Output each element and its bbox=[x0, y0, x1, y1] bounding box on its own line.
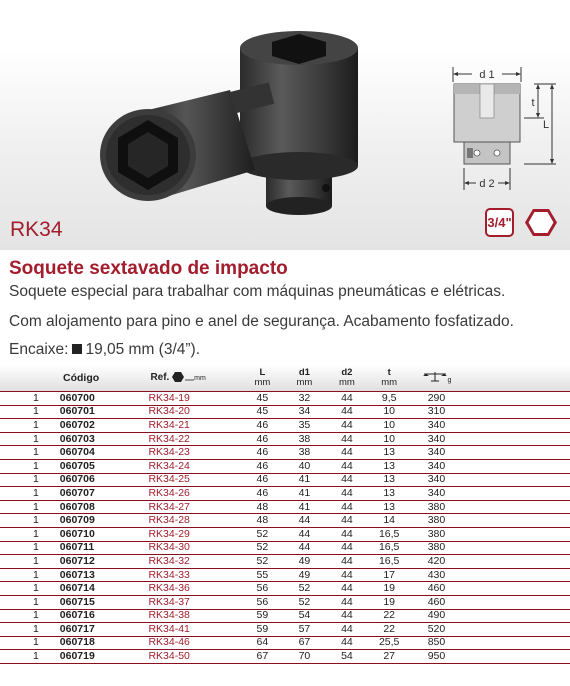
code-cell: 060707 bbox=[54, 487, 149, 501]
table-row bbox=[0, 636, 570, 650]
code-cell: 060715 bbox=[54, 595, 149, 609]
weight-cell: 380 bbox=[410, 514, 463, 528]
d2-cell: 44 bbox=[325, 432, 368, 446]
t-cell: 13 bbox=[368, 446, 410, 460]
code-cell: 060710 bbox=[54, 527, 149, 541]
weight-cell: 950 bbox=[410, 650, 463, 664]
ref-cell: RK34-33 bbox=[148, 568, 241, 582]
d1-cell: 41 bbox=[283, 487, 325, 501]
drive-size-badge: 3/4" bbox=[485, 208, 514, 237]
d2-cell: 44 bbox=[325, 487, 368, 501]
L-cell: 64 bbox=[241, 636, 283, 650]
t-cell: 19 bbox=[368, 582, 410, 596]
header-L-label: L bbox=[259, 367, 266, 378]
weight-cell: 850 bbox=[410, 636, 463, 650]
table-row bbox=[0, 473, 570, 487]
L-label: L bbox=[542, 119, 550, 131]
ref-cell: RK34-37 bbox=[148, 595, 241, 609]
L-cell: 46 bbox=[241, 487, 283, 501]
qty-cell: 1 bbox=[0, 609, 54, 623]
header-d2-unit: mm bbox=[338, 377, 355, 388]
header-d1-label: d1 bbox=[298, 367, 310, 378]
table-row bbox=[0, 595, 570, 609]
ref-cell: RK34-26 bbox=[148, 487, 241, 501]
code-cell: 060700 bbox=[54, 392, 149, 406]
t-cell: 19 bbox=[368, 595, 410, 609]
code-cell: 060703 bbox=[54, 432, 149, 446]
code-cell: 060706 bbox=[54, 473, 149, 487]
L-cell: 46 bbox=[241, 446, 283, 460]
qty-cell: 1 bbox=[0, 527, 54, 541]
ref-cell: RK34-29 bbox=[148, 527, 241, 541]
code-cell: 060705 bbox=[54, 459, 149, 473]
qty-cell: 1 bbox=[0, 582, 54, 596]
table-row bbox=[0, 623, 570, 637]
t-label: t bbox=[531, 97, 535, 109]
d2-cell: 44 bbox=[325, 514, 368, 528]
drive-label: Encaixe: bbox=[9, 341, 69, 358]
L-cell: 46 bbox=[241, 459, 283, 473]
table-row bbox=[0, 568, 570, 582]
ref-cell: RK34-24 bbox=[148, 459, 241, 473]
code-cell: 060716 bbox=[54, 609, 149, 623]
header-L-unit: mm bbox=[254, 377, 271, 388]
header-ref-label: Ref. bbox=[150, 372, 170, 383]
square-drive-icon bbox=[72, 344, 82, 354]
d1-cell: 44 bbox=[283, 541, 325, 555]
d1-cell: 44 bbox=[283, 514, 325, 528]
weight-cell: 340 bbox=[410, 446, 463, 460]
header-L bbox=[241, 365, 283, 392]
t-cell: 13 bbox=[368, 473, 410, 487]
d1-cell: 67 bbox=[283, 636, 325, 650]
weight-cell: 290 bbox=[410, 392, 463, 406]
weight-cell: 380 bbox=[410, 500, 463, 514]
d2-cell: 54 bbox=[325, 650, 368, 664]
header-ref bbox=[148, 365, 241, 392]
L-cell: 46 bbox=[241, 473, 283, 487]
code-cell: 060704 bbox=[54, 446, 149, 460]
t-cell: 13 bbox=[368, 487, 410, 501]
header-t-unit: mm bbox=[381, 377, 398, 388]
header-d2-label: d2 bbox=[341, 367, 353, 378]
d2-cell: 44 bbox=[325, 500, 368, 514]
ref-cell: RK34-20 bbox=[148, 405, 241, 419]
header-weight-unit: g bbox=[447, 377, 452, 384]
L-cell: 56 bbox=[241, 582, 283, 596]
code-cell: 060702 bbox=[54, 419, 149, 433]
table-row bbox=[0, 392, 570, 406]
weight-cell: 340 bbox=[410, 419, 463, 433]
d1-cell: 41 bbox=[283, 500, 325, 514]
qty-cell: 1 bbox=[0, 432, 54, 446]
d2-cell: 44 bbox=[325, 392, 368, 406]
weight-cell: 430 bbox=[410, 568, 463, 582]
ref-cell: RK34-19 bbox=[148, 392, 241, 406]
description-line-1: Soquete especial para trabalhar com máquinas pneumáticas e elétricas. bbox=[9, 283, 506, 300]
qty-cell: 1 bbox=[0, 446, 54, 460]
header-weight bbox=[410, 365, 463, 392]
weight-cell: 340 bbox=[410, 487, 463, 501]
d2-cell: 44 bbox=[325, 623, 368, 637]
d2-cell: 44 bbox=[325, 555, 368, 569]
page-title: Soquete sextavado de impacto bbox=[9, 258, 288, 279]
table-row bbox=[0, 650, 570, 664]
L-cell: 46 bbox=[241, 419, 283, 433]
weight-cell: 380 bbox=[410, 541, 463, 555]
ref-cell: RK34-50 bbox=[148, 650, 241, 664]
product-table bbox=[0, 365, 570, 664]
ref-cell: RK34-41 bbox=[148, 623, 241, 637]
d1-cell: 54 bbox=[283, 609, 325, 623]
t-cell: 22 bbox=[368, 609, 410, 623]
L-cell: 52 bbox=[241, 541, 283, 555]
L-cell: 56 bbox=[241, 595, 283, 609]
d1-cell: 52 bbox=[283, 582, 325, 596]
table-row bbox=[0, 609, 570, 623]
t-cell: 22 bbox=[368, 623, 410, 637]
code-cell: 060713 bbox=[54, 568, 149, 582]
t-cell: 10 bbox=[368, 419, 410, 433]
product-code: RK34 bbox=[10, 218, 63, 241]
qty-cell: 1 bbox=[0, 623, 54, 637]
code-cell: 060712 bbox=[54, 555, 149, 569]
L-cell: 46 bbox=[241, 432, 283, 446]
d2-cell: 44 bbox=[325, 419, 368, 433]
table-row bbox=[0, 446, 570, 460]
d2-cell: 44 bbox=[325, 405, 368, 419]
d1-cell: 49 bbox=[283, 555, 325, 569]
weight-cell: 340 bbox=[410, 459, 463, 473]
d2-cell: 44 bbox=[325, 459, 368, 473]
ref-cell: RK34-36 bbox=[148, 582, 241, 596]
weight-cell: 340 bbox=[410, 473, 463, 487]
qty-cell: 1 bbox=[0, 555, 54, 569]
ref-cell: RK34-27 bbox=[148, 500, 241, 514]
d2-cell: 44 bbox=[325, 446, 368, 460]
scale-icon bbox=[422, 370, 448, 382]
L-cell: 45 bbox=[241, 392, 283, 406]
code-cell: 060719 bbox=[54, 650, 149, 664]
d2-cell: 44 bbox=[325, 636, 368, 650]
weight-cell: 460 bbox=[410, 582, 463, 596]
d2-cell: 44 bbox=[325, 473, 368, 487]
t-cell: 13 bbox=[368, 500, 410, 514]
d1-cell: 34 bbox=[283, 405, 325, 419]
d2-cell: 44 bbox=[325, 568, 368, 582]
table-header-row bbox=[0, 365, 570, 392]
d1-cell: 38 bbox=[283, 446, 325, 460]
qty-cell: 1 bbox=[0, 568, 54, 582]
qty-cell: 1 bbox=[0, 595, 54, 609]
weight-cell: 420 bbox=[410, 555, 463, 569]
L-cell: 55 bbox=[241, 568, 283, 582]
L-cell: 48 bbox=[241, 514, 283, 528]
hexagon-icon bbox=[524, 207, 558, 238]
d2-cell: 44 bbox=[325, 527, 368, 541]
qty-cell: 1 bbox=[0, 650, 54, 664]
d1-cell: 40 bbox=[283, 459, 325, 473]
header-codigo: Código bbox=[63, 372, 100, 384]
dimension-diagram bbox=[440, 62, 558, 194]
table-row bbox=[0, 432, 570, 446]
table-row bbox=[0, 487, 570, 501]
weight-cell: 340 bbox=[410, 432, 463, 446]
ref-cell: RK34-38 bbox=[148, 609, 241, 623]
L-cell: 59 bbox=[241, 623, 283, 637]
qty-cell: 1 bbox=[0, 541, 54, 555]
ref-cell: RK34-30 bbox=[148, 541, 241, 555]
weight-cell: 460 bbox=[410, 595, 463, 609]
d2-cell: 44 bbox=[325, 609, 368, 623]
L-cell: 45 bbox=[241, 405, 283, 419]
t-cell: 16,5 bbox=[368, 541, 410, 555]
L-cell: 52 bbox=[241, 555, 283, 569]
weight-cell: 490 bbox=[410, 609, 463, 623]
code-cell: 060717 bbox=[54, 623, 149, 637]
weight-cell: 520 bbox=[410, 623, 463, 637]
d2-label: d 2 bbox=[479, 178, 495, 190]
d2-cell: 44 bbox=[325, 595, 368, 609]
code-cell: 060708 bbox=[54, 500, 149, 514]
hexagon-size-icon bbox=[172, 372, 194, 382]
ref-cell: RK34-25 bbox=[148, 473, 241, 487]
qty-cell: 1 bbox=[0, 459, 54, 473]
header-d1 bbox=[283, 365, 325, 392]
L-cell: 48 bbox=[241, 500, 283, 514]
table-row bbox=[0, 405, 570, 419]
drive-value: 19,05 mm (3/4”). bbox=[85, 341, 201, 358]
qty-cell: 1 bbox=[0, 473, 54, 487]
d1-cell: 49 bbox=[283, 568, 325, 582]
t-cell: 27 bbox=[368, 650, 410, 664]
d1-cell: 70 bbox=[283, 650, 325, 664]
d1-cell: 35 bbox=[283, 419, 325, 433]
header-d1-unit: mm bbox=[296, 377, 313, 388]
table-row bbox=[0, 459, 570, 473]
table-row bbox=[0, 500, 570, 514]
qty-cell: 1 bbox=[0, 500, 54, 514]
code-cell: 060701 bbox=[54, 405, 149, 419]
qty-cell: 1 bbox=[0, 392, 54, 406]
L-cell: 59 bbox=[241, 609, 283, 623]
ref-cell: RK34-32 bbox=[148, 555, 241, 569]
header-t-label: t bbox=[387, 367, 391, 378]
d1-cell: 57 bbox=[283, 623, 325, 637]
t-cell: 9,5 bbox=[368, 392, 410, 406]
ref-cell: RK34-22 bbox=[148, 432, 241, 446]
t-cell: 13 bbox=[368, 459, 410, 473]
code-cell: 060711 bbox=[54, 541, 149, 555]
table-row bbox=[0, 541, 570, 555]
header-d2 bbox=[325, 365, 368, 392]
table-row bbox=[0, 582, 570, 596]
code-cell: 060714 bbox=[54, 582, 149, 596]
d1-cell: 32 bbox=[283, 392, 325, 406]
t-cell: 10 bbox=[368, 432, 410, 446]
d1-cell: 38 bbox=[283, 432, 325, 446]
d1-cell: 41 bbox=[283, 473, 325, 487]
d1-cell: 44 bbox=[283, 527, 325, 541]
table-row bbox=[0, 555, 570, 569]
header-t bbox=[368, 365, 410, 392]
qty-cell: 1 bbox=[0, 636, 54, 650]
d1-cell: 52 bbox=[283, 595, 325, 609]
ref-cell: RK34-23 bbox=[148, 446, 241, 460]
drive-info bbox=[9, 341, 200, 359]
table-row bbox=[0, 527, 570, 541]
qty-cell: 1 bbox=[0, 419, 54, 433]
table-row bbox=[0, 514, 570, 528]
description-line-2: Com alojamento para pino e anel de segurança. Acabamento fosfatizado. bbox=[9, 313, 514, 330]
t-cell: 17 bbox=[368, 568, 410, 582]
L-cell: 52 bbox=[241, 527, 283, 541]
code-cell: 060718 bbox=[54, 636, 149, 650]
d2-cell: 44 bbox=[325, 541, 368, 555]
ref-cell: RK34-46 bbox=[148, 636, 241, 650]
qty-cell: 1 bbox=[0, 487, 54, 501]
qty-cell: 1 bbox=[0, 405, 54, 419]
ref-cell: RK34-21 bbox=[148, 419, 241, 433]
t-cell: 14 bbox=[368, 514, 410, 528]
L-cell: 67 bbox=[241, 650, 283, 664]
d1-label: d 1 bbox=[479, 69, 495, 81]
t-cell: 16,5 bbox=[368, 527, 410, 541]
ref-cell: RK34-28 bbox=[148, 514, 241, 528]
d2-cell: 44 bbox=[325, 582, 368, 596]
code-cell: 060709 bbox=[54, 514, 149, 528]
t-cell: 16,5 bbox=[368, 555, 410, 569]
socket-photo bbox=[80, 20, 380, 230]
qty-cell: 1 bbox=[0, 514, 54, 528]
t-cell: 25,5 bbox=[368, 636, 410, 650]
header-ref-unit: mm bbox=[194, 375, 206, 382]
weight-cell: 380 bbox=[410, 527, 463, 541]
weight-cell: 310 bbox=[410, 405, 463, 419]
t-cell: 10 bbox=[368, 405, 410, 419]
table-row bbox=[0, 419, 570, 433]
